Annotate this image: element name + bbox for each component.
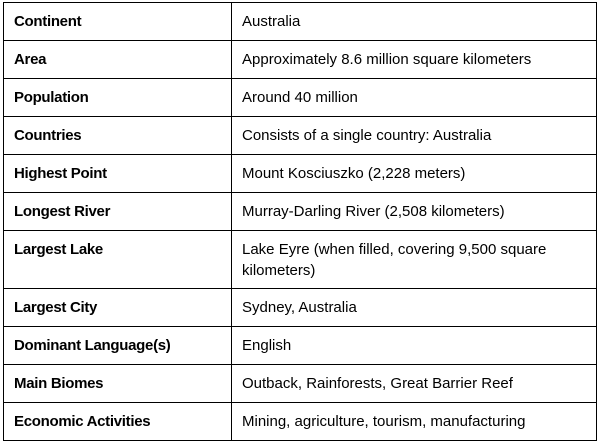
row-value: Approximately 8.6 million square kilometers [232,41,597,79]
row-value: English [232,327,597,365]
row-label: Continent [4,3,232,41]
row-value: Around 40 million [232,79,597,117]
row-label: Countries [4,117,232,155]
row-value: Outback, Rainforests, Great Barrier Reef [232,365,597,403]
table-row [4,41,597,79]
table-row [4,365,597,403]
row-value: Consists of a single country: Australia [232,117,597,155]
row-value: Mount Kosciuszko (2,228 meters) [232,155,597,193]
row-label: Population [4,79,232,117]
table-row [4,231,597,289]
table-row [4,79,597,117]
facts-table [3,2,597,441]
table-row [4,327,597,365]
row-value: Mining, agriculture, tourism, manufacturing [232,403,597,441]
row-label: Area [4,41,232,79]
table-row [4,3,597,41]
row-value: Sydney, Australia [232,289,597,327]
row-value: Australia [232,3,597,41]
table-row [4,117,597,155]
row-value: Murray-Darling River (2,508 kilometers) [232,193,597,231]
table-row [4,289,597,327]
row-label: Largest City [4,289,232,327]
row-label: Main Biomes [4,365,232,403]
row-label: Longest River [4,193,232,231]
row-label: Dominant Language(s) [4,327,232,365]
table-row [4,403,597,441]
row-value: Lake Eyre (when filled, covering 9,500 square kilometers) [232,231,597,289]
row-label: Highest Point [4,155,232,193]
table-row [4,193,597,231]
row-label: Economic Activities [4,403,232,441]
row-label: Largest Lake [4,231,232,289]
table-row [4,155,597,193]
